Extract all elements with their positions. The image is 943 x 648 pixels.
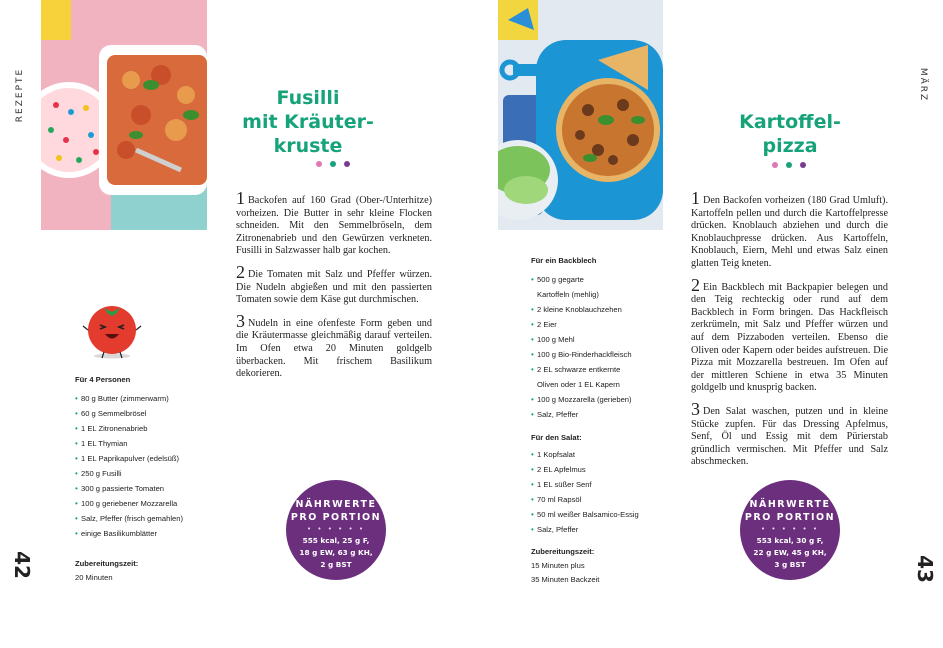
ingredient-item: • 2 EL schwarze entkernte Oliven oder 1 EL Kapern (531, 362, 643, 392)
step (236, 188, 432, 258)
badge-heading: NÄHRWERTE (749, 499, 831, 510)
ingredient-item: • 2 EL Apfelmus (531, 462, 671, 477)
pizza-photo (498, 0, 663, 230)
prep-value: 15 Minuten plus (531, 561, 585, 570)
side-label-maerz: MÄRZ (918, 67, 928, 103)
nutrition-badge-right (740, 480, 840, 580)
prep-label: Zubereitungszeit: (75, 559, 139, 568)
recipe-title-fusilli (228, 86, 388, 158)
ingredients-left (75, 372, 225, 541)
badge-value: 553 kcal, 30 g F, (756, 536, 824, 545)
ingredient-item: • 1 EL Thymian (75, 436, 225, 451)
step (691, 188, 888, 271)
steps-right (691, 188, 888, 477)
title-line: Fusilli (276, 87, 340, 109)
ingredient-list (75, 391, 225, 541)
ingredient-item: • 500 g gegarte Kartoffeln (mehlig) (531, 272, 611, 302)
step-number: 1 (236, 188, 245, 208)
recipe-title-kartoffelpizza (705, 110, 875, 158)
badge-value: 2 g BST (320, 560, 352, 569)
dot-pink (316, 161, 322, 167)
step-number: 3 (236, 310, 245, 331)
step-number: 2 (236, 261, 245, 282)
step-text: Den Backofen vorheizen (180 Grad Umluft). Kartoffeln pellen und durch die Kartoffelpresse drücken. Knoblauch abziehen und durch die Knoblauchpresse drücken. Aus Kartoffeln, Knoblauch, Eiern, Mehl und etwas Salz einen glatten Teig kneten. (691, 195, 888, 269)
ingredients-right (531, 253, 671, 537)
ingredient-list (531, 272, 671, 422)
prep-value: 20 Minuten (75, 573, 113, 582)
step-number: 2 (691, 274, 700, 295)
ingredient-item: • 60 g Semmelbrösel (75, 406, 225, 421)
steps-left (236, 188, 432, 389)
badge-subheading: PRO PORTION (290, 512, 382, 523)
title-line: mit Kräuter- (242, 111, 374, 133)
nutrition-badge-left (286, 480, 386, 580)
title-dots-right (772, 162, 806, 168)
dot-purple (344, 161, 350, 167)
fusilli-photo (41, 0, 207, 230)
badge-subheading: PRO PORTION (744, 512, 836, 523)
badge-heading: NÄHRWERTE (295, 499, 377, 510)
dot-pink (772, 162, 778, 168)
ingredient-item: • 50 ml weißer Balsamico-Essig (531, 507, 671, 522)
ingredient-item: • 1 EL süßer Senf (531, 477, 671, 492)
dot-green (330, 161, 336, 167)
ingredient-item: • 80 g Butter (zimmerwarm) (75, 391, 225, 406)
step (236, 310, 432, 381)
ingredient-item: • 100 g Mozzarella (gerieben) (531, 392, 671, 407)
step-text: Nudeln in eine ofenfeste Form geben und die Kräutermasse gleichmäßig darauf verteilen. Im Ofen etwa 20 Minuten goldgelb überbacken. Mit frischem Basilikum dekorieren. (236, 317, 432, 380)
title-line: kruste (273, 135, 343, 157)
ingredients-heading: Für 4 Personen (75, 375, 131, 384)
ingredient-item: • 1 EL Paprikapulver (edelsüß) (75, 451, 225, 466)
step-text: Die Tomaten mit Salz und Pfeffer würzen. Die Nudeln abgießen und mit den passierten Tomaten sowie dem Käse gut durchmischen. (236, 268, 432, 306)
salad-heading: Für den Salat: (531, 433, 582, 442)
ingredient-item: • 300 g passierte Tomaten (75, 481, 225, 496)
badge-value: 3 g BST (774, 560, 806, 569)
page-number-right: 43 (912, 555, 937, 583)
prep-time-left (75, 557, 215, 585)
step-text: Backofen auf 160 Grad (Ober-/Unterhitze) vorheizen. Die Butter in sehr kleine Flocken schneiden. Mit den Semmelbröseln, dem Zitronenabrieb und den Gewürzen verkneten. Fusilli in Salzwasser halb gar kochen. (236, 195, 432, 257)
badge-dots: • • • • • • (761, 525, 819, 533)
ingredient-item: • 2 Eier (531, 317, 671, 332)
page-number-left: 42 (9, 551, 34, 579)
tomato-mascot-icon (80, 296, 144, 360)
step-text: Ein Backblech mit Backpapier belegen und den Teig rechteckig oder rund auf dem Backblech in Form bringen. Das Hackfleisch zerkrümeln, mit Salz und Pfeffer würzen und auf dem Pizzaboden verteilen. Ebenso die Oliven oder Kapern oder beides aufstreuen. Die Pizza mit Mozzarella bestreuen. Im Ofen auf der mittleren Schiene in etwa 35 Minuten goldgelb und knusprig backen. (691, 281, 888, 394)
prep-time-right (531, 545, 671, 587)
ingredient-item: • einige Basilikumblätter (75, 526, 225, 541)
ingredient-item: • 250 g Fusilli (75, 466, 225, 481)
ingredient-item: • 1 Kopfsalat (531, 447, 671, 462)
step (236, 261, 432, 307)
badge-value: 555 kcal, 25 g F, (302, 536, 370, 545)
ingredient-item: • 1 EL Zitronenabrieb (75, 421, 225, 436)
title-line: Kartoffel- (739, 111, 841, 133)
badge-dots: • • • • • • (307, 525, 365, 533)
step (691, 398, 888, 469)
prep-label: Zubereitungszeit: (531, 547, 595, 556)
salad-list (531, 447, 671, 537)
title-line: pizza (762, 135, 818, 157)
title-dots-left (316, 161, 350, 167)
ingredient-item: • 100 g Mehl (531, 332, 671, 347)
ingredients-heading: Für ein Backblech (531, 256, 597, 265)
ingredient-item: • 2 kleine Knoblauchzehen (531, 302, 671, 317)
step-number: 3 (691, 398, 700, 419)
step-text: Den Salat waschen, putzen und in kleine Stücke zupfen. Für das Dressing Apfelmus, Senf, Öl und Essig mit dem Pürierstab gründlich vermischen. Mit Pfeffer und Salz abschmecken. (691, 405, 888, 468)
side-label-rezepte: REZEPTE (15, 67, 25, 123)
step-number: 1 (691, 188, 700, 208)
dot-green (786, 162, 792, 168)
step (691, 274, 888, 395)
prep-value: 35 Minuten Backzeit (531, 575, 600, 584)
ingredient-item: • 70 ml Rapsöl (531, 492, 671, 507)
badge-value: 18 g EW, 63 g KH, (299, 548, 373, 557)
ingredient-item: • Salz, Pfeffer (531, 522, 671, 537)
ingredient-item: • 100 g Bio-Rinderhackfleisch (531, 347, 671, 362)
ingredient-item: • 100 g geriebener Mozzarella (75, 496, 225, 511)
badge-value: 22 g EW, 45 g KH, (753, 548, 827, 557)
ingredient-item: • Salz, Pfeffer (531, 407, 671, 422)
dot-purple (800, 162, 806, 168)
ingredient-item: • Salz, Pfeffer (frisch gemahlen) (75, 511, 225, 526)
